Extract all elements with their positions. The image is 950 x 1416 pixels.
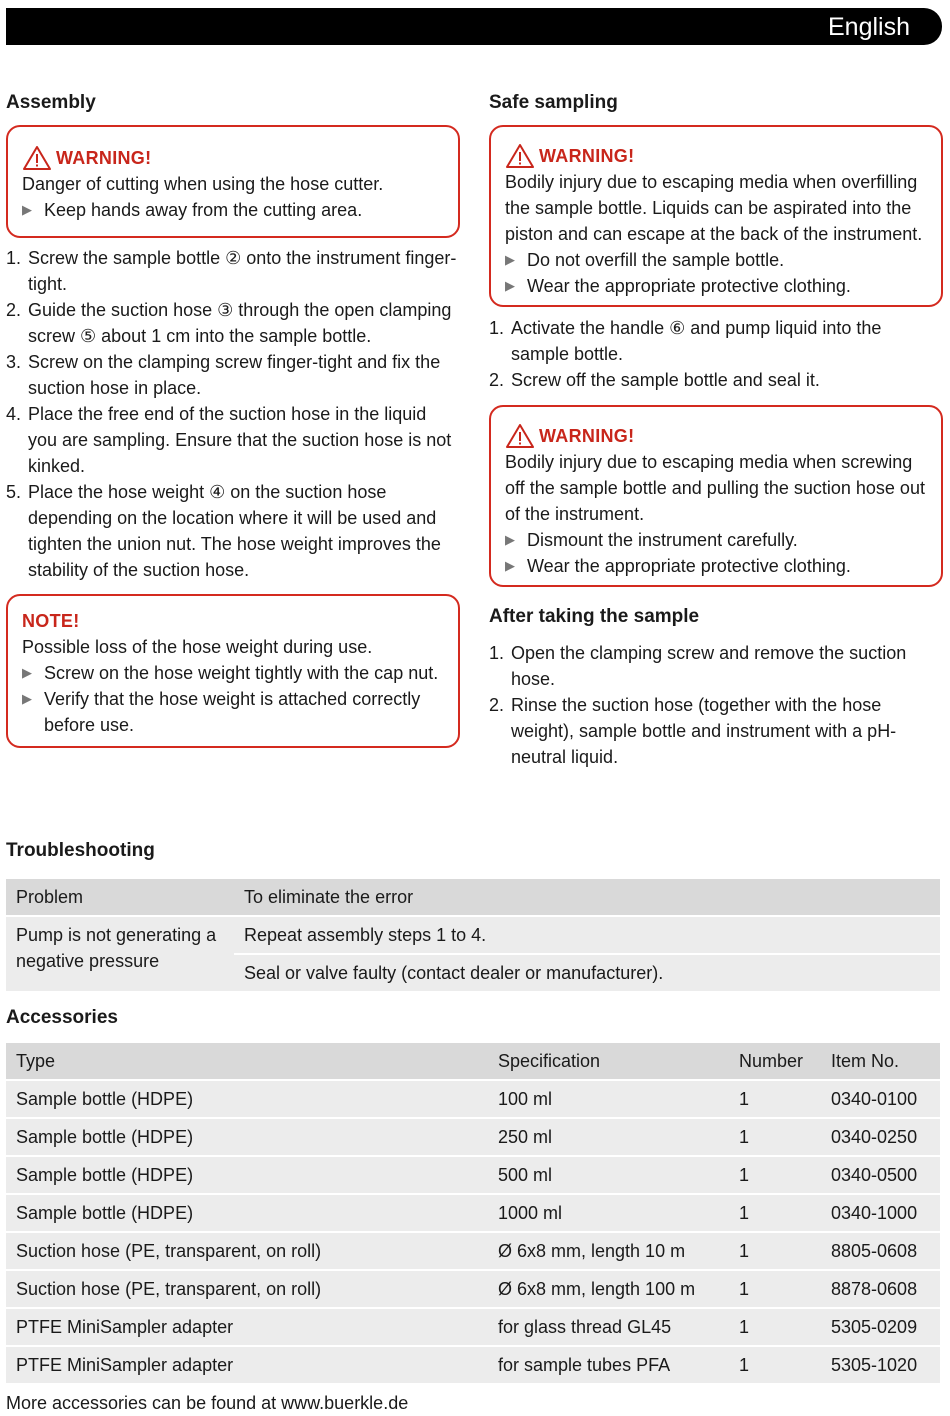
list-item: 3. Screw on the clamping screw finger-tight and fix the suction hose in place. bbox=[6, 352, 441, 398]
assembly-heading: Assembly bbox=[6, 92, 96, 113]
column-header: To eliminate the error bbox=[244, 887, 414, 907]
column-header: Problem bbox=[16, 887, 84, 907]
warning-title: WARNING! bbox=[505, 143, 927, 169]
warning-bullet: ▶ Wear the appropriate protective clothing. bbox=[505, 273, 927, 299]
note-bullet: ▶ Verify that the hose weight is attached correctly before use. bbox=[22, 686, 444, 738]
accessories-heading: Accessories bbox=[6, 1007, 118, 1028]
table-row bbox=[6, 916, 940, 954]
warning-text: Danger of cutting when using the hose cutter. bbox=[22, 174, 384, 194]
warning-bullet: ▶ Do not overfill the sample bottle. bbox=[505, 247, 927, 273]
warning-bullet: ▶ Wear the appropriate protective clothing. bbox=[505, 553, 927, 579]
triangle-right-icon: ▶ bbox=[505, 532, 515, 547]
table-row: Suction hose (PE, transparent, on roll) Ø 6x8 mm, length 10 m 1 8805-0608 bbox=[6, 1232, 940, 1270]
warning-triangle-icon bbox=[22, 145, 52, 171]
table-cell: Seal or valve faulty (contact dealer or manufacturer). bbox=[244, 963, 664, 983]
list-item: 4. Place the free end of the suction hose in the liquid you are sampling. Ensure that the suction hose is not kinked. bbox=[6, 404, 452, 476]
warning-bullet: ▶ Dismount the instrument carefully. bbox=[505, 527, 927, 553]
safe-sampling-heading: Safe sampling bbox=[489, 92, 618, 113]
triangle-right-icon: ▶ bbox=[22, 691, 32, 706]
table-row: Sample bottle (HDPE) 500 ml 1 0340-0500 bbox=[6, 1156, 940, 1194]
note-text: Possible loss of the hose weight during use. bbox=[22, 637, 373, 657]
warning-bullet bbox=[22, 197, 444, 223]
list-item: 1. Screw the sample bottle ② onto the instrument finger-tight. bbox=[6, 248, 457, 294]
assembly-column bbox=[6, 88, 460, 748]
triangle-right-icon: ▶ bbox=[22, 665, 32, 680]
safe-sampling-warning-box bbox=[489, 125, 943, 307]
column-header: Type bbox=[16, 1051, 56, 1071]
list-item: 2. Rinse the suction hose (together with the hose weight), sample bottle and instrument with a pH-neutral liquid. bbox=[489, 695, 897, 767]
triangle-right-icon: ▶ bbox=[505, 278, 515, 293]
triangle-right-icon: ▶ bbox=[505, 558, 515, 573]
safe-sampling-column bbox=[489, 88, 943, 770]
safe-sampling-steps bbox=[489, 315, 943, 393]
table-row: Sample bottle (HDPE) 1000 ml 1 0340-1000 bbox=[6, 1194, 940, 1232]
list-item: 5. Place the hose weight ④ on the suction hose depending on the location where it will be used and tighten the union nut. The hose weight improves the stability of the suction hose. bbox=[6, 482, 441, 580]
assembly-steps bbox=[6, 245, 460, 583]
assembly-warning-box bbox=[6, 125, 460, 238]
warning-text: Bodily injury due to escaping media when overfilling the sample bottle. Liquids can be aspirated into the piston and can escape at the back of the instrument. bbox=[505, 172, 923, 244]
warning-text: Bodily injury due to escaping media when screwing off the sample bottle and pulling the suction hose out of the instrument. bbox=[505, 452, 925, 524]
table-header-row bbox=[6, 879, 940, 916]
warning-triangle-icon bbox=[505, 423, 535, 449]
triangle-right-icon: ▶ bbox=[505, 252, 515, 267]
warning-triangle-icon bbox=[505, 143, 535, 169]
triangle-right-icon: ▶ bbox=[22, 202, 32, 217]
after-sample-steps bbox=[489, 640, 943, 770]
language-header-bar bbox=[6, 8, 942, 45]
table-row: Sample bottle (HDPE) 100 ml 1 0340-0100 bbox=[6, 1080, 940, 1118]
table-header-row bbox=[6, 1043, 940, 1080]
table-row: Sample bottle (HDPE) 250 ml 1 0340-0250 bbox=[6, 1118, 940, 1156]
note-bullet: ▶ Screw on the hose weight tightly with the cap nut. bbox=[22, 660, 444, 686]
list-item: 2. Screw off the sample bottle and seal it. bbox=[489, 370, 820, 390]
warning-title: WARNING! bbox=[505, 423, 927, 449]
table-row: Suction hose (PE, transparent, on roll) Ø 6x8 mm, length 100 m 1 8878-0608 bbox=[6, 1270, 940, 1308]
column-header: Number bbox=[739, 1051, 804, 1071]
list-item: 1. Activate the handle ⑥ and pump liquid into the sample bottle. bbox=[489, 318, 882, 364]
after-sample-heading: After taking the sample bbox=[489, 606, 700, 627]
column-header: Item No. bbox=[831, 1051, 900, 1071]
language-label: English bbox=[828, 13, 910, 41]
table-cell: Pump is not generating a negative pressure bbox=[16, 925, 217, 971]
footer-note: More accessories can be found at www.buerkle.de bbox=[6, 1393, 409, 1413]
troubleshooting-table bbox=[6, 879, 940, 991]
note-title: NOTE! bbox=[22, 611, 80, 631]
table-row: PTFE MiniSampler adapter for glass thread GL45 1 5305-0209 bbox=[6, 1308, 940, 1346]
warning-title-text: WARNING! bbox=[56, 148, 152, 168]
column-header: Specification bbox=[498, 1051, 601, 1071]
warning-title bbox=[22, 145, 444, 171]
note-box bbox=[6, 594, 460, 748]
table-cell: Repeat assembly steps 1 to 4. bbox=[244, 925, 487, 945]
troubleshooting-section bbox=[6, 836, 940, 991]
warning-bullet-text: Keep hands away from the cutting area. bbox=[44, 200, 363, 220]
table-row: PTFE MiniSampler adapter for sample tubes PFA 1 5305-1020 bbox=[6, 1346, 940, 1383]
troubleshooting-heading: Troubleshooting bbox=[6, 840, 155, 861]
accessories-section bbox=[6, 1003, 940, 1383]
list-item: 1. Open the clamping screw and remove the suction hose. bbox=[489, 643, 907, 689]
list-item: 2. Guide the suction hose ③ through the open clamping screw ⑤ about 1 cm into the sample bottle. bbox=[6, 300, 452, 346]
dismount-warning-box bbox=[489, 405, 943, 587]
accessories-table bbox=[6, 1043, 940, 1383]
